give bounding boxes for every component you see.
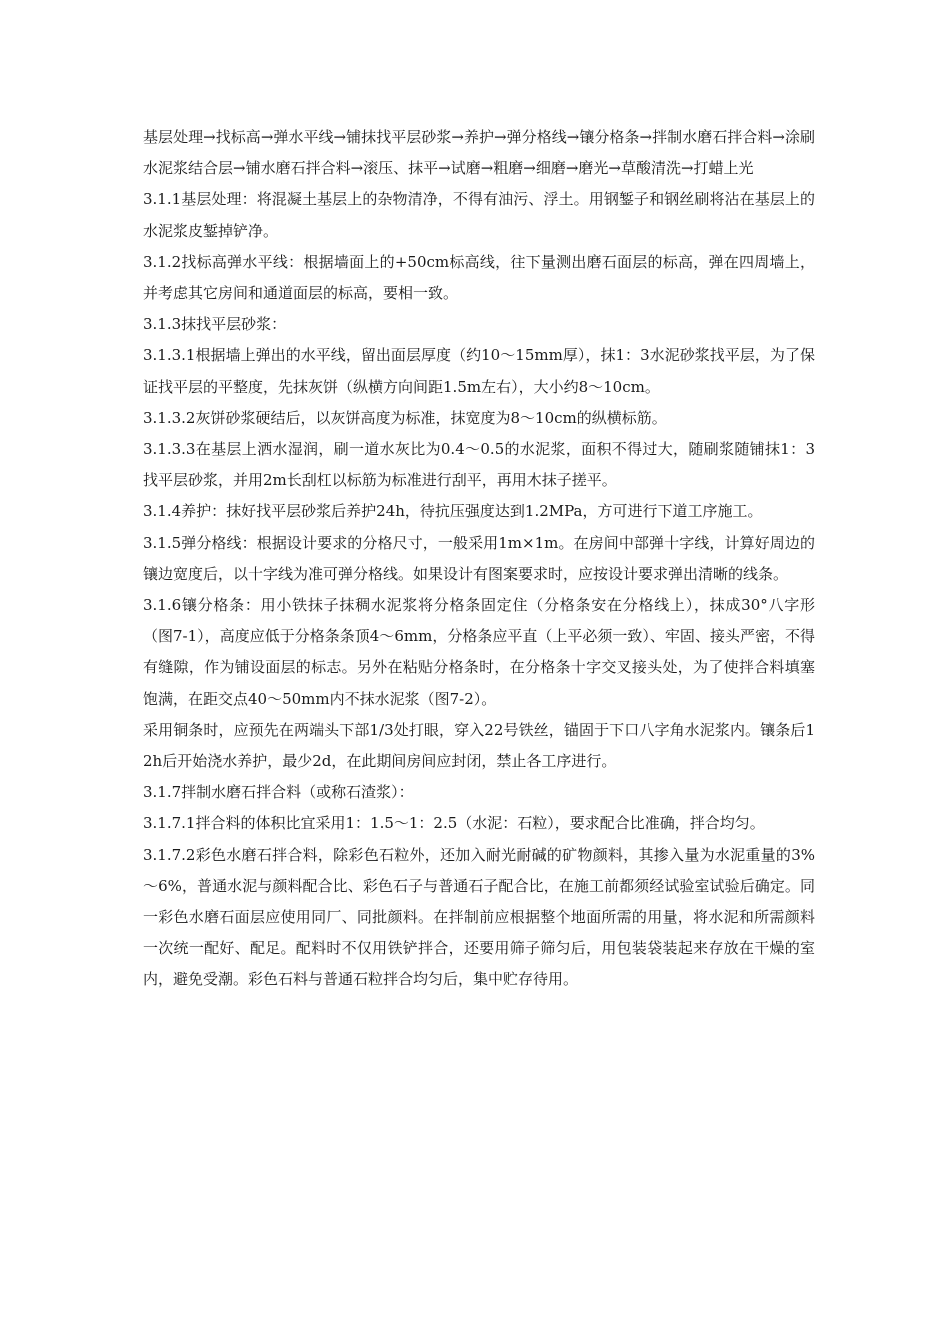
heading-3-1-3: 3.1.3抹找平层砂浆： [143,315,287,334]
paragraph-3-1-7-1: 3.1.7.1拌合料的体积比宜采用1：1.5～1：2.5（水泥：石粒），要求配合比准确，拌合均匀。 [143,814,765,833]
paragraph-3-1-7-2: 3.1.7.2彩色水磨石拌合料，除彩色石粒外，还加入耐光耐碱的矿物颜料，其掺入量为水泥重量的3%～6%，普通水泥与颜料配合比、彩色石子与普通石子配合比，在施工前都须经试验室试验后确定。同一彩色水磨石面层应使用同厂、同批颜料。在拌制前应根据整个地面所需的用量，将水泥和所需颜料一次统一配好、配足。配料时不仅用铁铲拌合，还要用筛子筛匀后，用包装袋装起来存放在干燥的室内，避免受潮。彩色石料与普通石粒拌合均匀后，集中贮存待用。 [143,845,815,989]
paragraph-3-1-6: 3.1.6镶分格条：用小铁抹子抹稠水泥浆将分格条固定住（分格条安在分格线上），抹成30°八字形（图7-1），高度应低于分格条条顶4～6mm，分格条应平直（上平必须一致）、牢固、接头严密，不得有缝隙，作为铺设面层的标志。另外在粘贴分格条时，在分格条十字交叉接头处，为了使拌合料填塞饱满，在距交点40～50mm内不抹水泥浆（图7-2）。 [143,596,815,708]
paragraph-3-1-2: 3.1.2找标高弹水平线：根据墙面上的+50cm标高线，往下量测出磨石面层的标高，弹在四周墙上，并考虑其它房间和通道面层的标高，要相一致。 [143,252,815,303]
process-flow-paragraph: 基层处理→找标高→弹水平线→铺抹找平层砂浆→养护→弹分格线→镶分格条→拌制水磨石拌合料→涂刷水泥浆结合层→铺水磨石拌合料→滚压、抹平→试磨→粗磨→细磨→磨光→草酸清洗→打蜡上光 [143,128,815,178]
paragraph-3-1-5: 3.1.5弹分格线：根据设计要求的分格尺寸，一般采用1m×1m。在房间中部弹十字线，计算好周边的镶边宽度后，以十字线为准可弹分格线。如果设计有图案要求时，应按设计要求弹出清晰的线条。 [143,533,815,583]
heading-3-1-7: 3.1.7拌制水磨石拌合料（或称石渣浆）： [143,783,414,802]
document-body [143,122,815,996]
paragraph-3-1-1: 3.1.1基层处理：将混凝土基层上的杂物清净，不得有油污、浮土。用钢錾子和钢丝刷将沾在基层上的水泥浆皮錾掉铲净。 [143,190,815,240]
paragraph-3-1-3-3: 3.1.3.3在基层上洒水湿润，刷一道水灰比为0.4～0.5的水泥浆，面积不得过大，随刷浆随铺抹1：3找平层砂浆，并用2m长刮杠以标筋为标准进行刮平，再用木抹子搓平。 [143,440,815,490]
paragraph-3-1-4: 3.1.4养护：抹好找平层砂浆后养护24h，待抗压强度达到1.2MPa，方可进行下道工序施工。 [143,502,763,521]
paragraph-3-1-3-1: 3.1.3.1根据墙上弹出的水平线，留出面层厚度（约10～15mm厚），抹1：3水泥砂浆找平层，为了保证找平层的平整度，先抹灰饼（纵横方向间距1.5m左右），大小约8～10cm。 [143,346,815,396]
paragraph-copper-strip: 采用铜条时，应预先在两端头下部1/3处打眼，穿入22号铁丝，锚固于下口八字角水泥浆内。镶条后12h后开始浇水养护，最少2d，在此期间房间应封闭，禁止各工序进行。 [143,720,815,771]
paragraph-3-1-3-2: 3.1.3.2灰饼砂浆硬结后，以灰饼高度为标准，抹宽度为8～10cm的纵横标筋。 [143,408,667,427]
